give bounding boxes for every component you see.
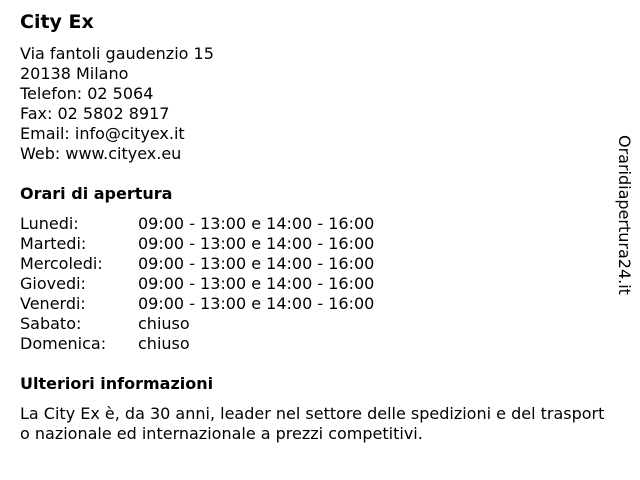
address-line-street: Via fantoli gaudenzio 15 <box>20 44 214 63</box>
fax-line: Fax: 02 5802 8917 <box>20 104 170 123</box>
day-label: Martedi: <box>20 234 87 253</box>
phone-line: Telefon: 02 5064 <box>20 84 154 103</box>
day-label: Giovedi: <box>20 274 86 293</box>
day-hours: chiuso <box>138 314 190 333</box>
opening-hours-heading: Orari di apertura <box>20 184 173 203</box>
day-label: Lunedi: <box>20 214 79 233</box>
day-hours: 09:00 - 13:00 e 14:00 - 16:00 <box>138 234 375 253</box>
day-label: Domenica: <box>20 334 107 353</box>
business-name: City Ex <box>20 11 94 33</box>
day-label: Venerdi: <box>20 294 86 313</box>
day-hours: 09:00 - 13:00 e 14:00 - 16:00 <box>138 254 375 273</box>
day-hours: 09:00 - 13:00 e 14:00 - 16:00 <box>138 294 375 313</box>
email-line: Email: info@cityex.it <box>20 124 185 143</box>
business-description: La City Ex è, da 30 anni, leader nel settore delle spedizioni e del trasporto nazionale ed internazionale a prezzi competitivi. <box>20 404 605 443</box>
address-line-city: 20138 Milano <box>20 64 129 83</box>
day-hours: 09:00 - 13:00 e 14:00 - 16:00 <box>138 214 375 233</box>
web-line: Web: www.cityex.eu <box>20 144 182 163</box>
day-hours: chiuso <box>138 334 190 353</box>
day-label: Mercoledi: <box>20 254 103 273</box>
day-hours: 09:00 - 13:00 e 14:00 - 16:00 <box>138 274 375 293</box>
more-info-heading: Ulteriori informazioni <box>20 374 214 393</box>
brand-watermark: Oraridiapertura24.it <box>615 135 634 295</box>
contact-block <box>20 44 214 164</box>
day-label: Sabato: <box>20 314 82 333</box>
